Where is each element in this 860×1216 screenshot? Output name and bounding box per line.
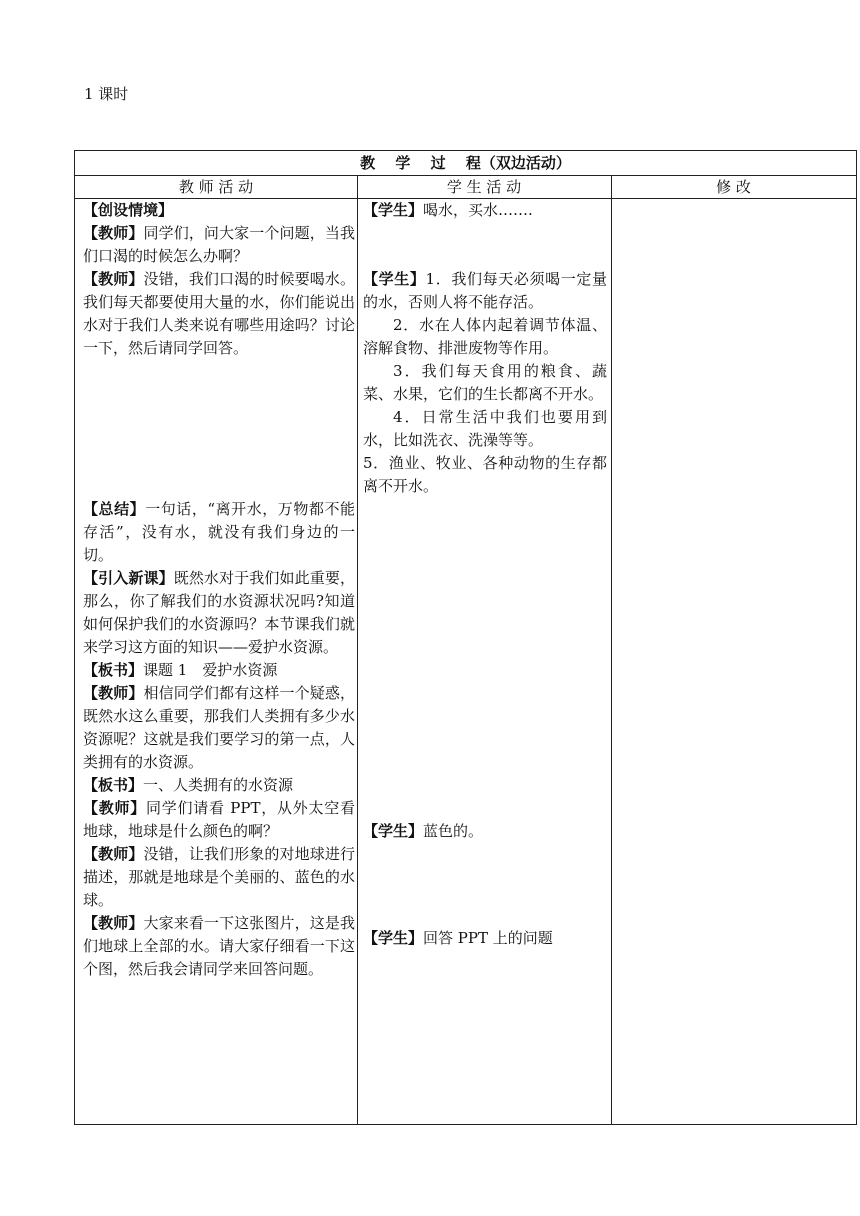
student-entry: 5．渔业、牧业、各种动物的生存都离不开水。 [363,454,607,495]
teacher-entry: 【教师】相信同学们都有这样一个疑惑，既然水这么重要，那我们人类拥有多少水资源呢？这就是我们要学习的第一点，人类拥有的水资源。 [83,684,355,771]
student-entry: 【学生】喝水，买水……. [363,201,533,219]
teacher-entry: 【总结】一句话，“离开水，万物都不能存活”，没有水，就没有我们身边的一切。 [83,500,355,564]
table-title: 教 学 过 程（双边活动） [75,151,856,176]
teacher-entry: 【板书】一、人类拥有的水资源 [83,776,294,794]
student-entry: 4．日常生活中我们也要用到水，比如洗衣、洗澡等等。 [363,408,607,449]
header-student-activity: 学 生 活 动 [357,176,611,199]
teacher-entry: 【教师】同学们，问大家一个问题，当我们口渴的时候怎么办啊？ [83,224,355,265]
student-entry: 【学生】回答 PPT 上的问题 [363,929,553,947]
student-entry: 3．我们每天食用的粮食、蔬菜、水果，它们的生长都离不开水。 [363,362,607,403]
student-entry: 【学生】蓝色的。 [363,822,484,840]
header-revise: 修 改 [611,176,856,199]
teacher-activity-column [83,199,355,1124]
teacher-entry: 【板书】课题 1 爱护水资源 [83,661,278,679]
student-activity-column [363,199,607,1124]
teacher-entry: 【教师】没错，我们口渴的时候要喝水。我们每天都要使用大量的水，你们能说出水对于我们人类来说有哪些用途吗？讨论一下，然后请同学回答。 [83,270,355,357]
teacher-entry: 【教师】大家来看一下这张图片，这是我们地球上全部的水。请大家仔细看一下这个图，然后我会请同学来回答问题。 [83,914,355,978]
column-divider [611,176,612,1124]
column-divider [357,176,358,1124]
student-entry: 【学生】1．我们每天必须喝一定量的水，否则人将不能存活。 [363,270,607,311]
teacher-entry: 【教师】同学们请看 PPT，从外太空看地球，地球是什么颜色的啊？ [83,799,355,840]
teacher-entry: 【创设情境】 [83,201,174,219]
student-entry: 2．水在人体内起着调节体温、溶解食物、排泄废物等作用。 [363,316,607,357]
teacher-entry: 【教师】没错，让我们形象的对地球进行描述，那就是地球是个美丽的、蓝色的水球。 [83,845,355,909]
teacher-entry: 【引入新课】既然水对于我们如此重要，那么，你了解我们的水资源状况吗?知道如何保护我们的水资源吗？本节课我们就来学习这方面的知识——爱护水资源。 [83,569,355,656]
lesson-duration: 1 课时 [84,85,129,103]
revise-column [615,199,845,1124]
header-teacher-activity: 教 师 活 动 [75,176,357,199]
teaching-process-table [74,150,857,1125]
